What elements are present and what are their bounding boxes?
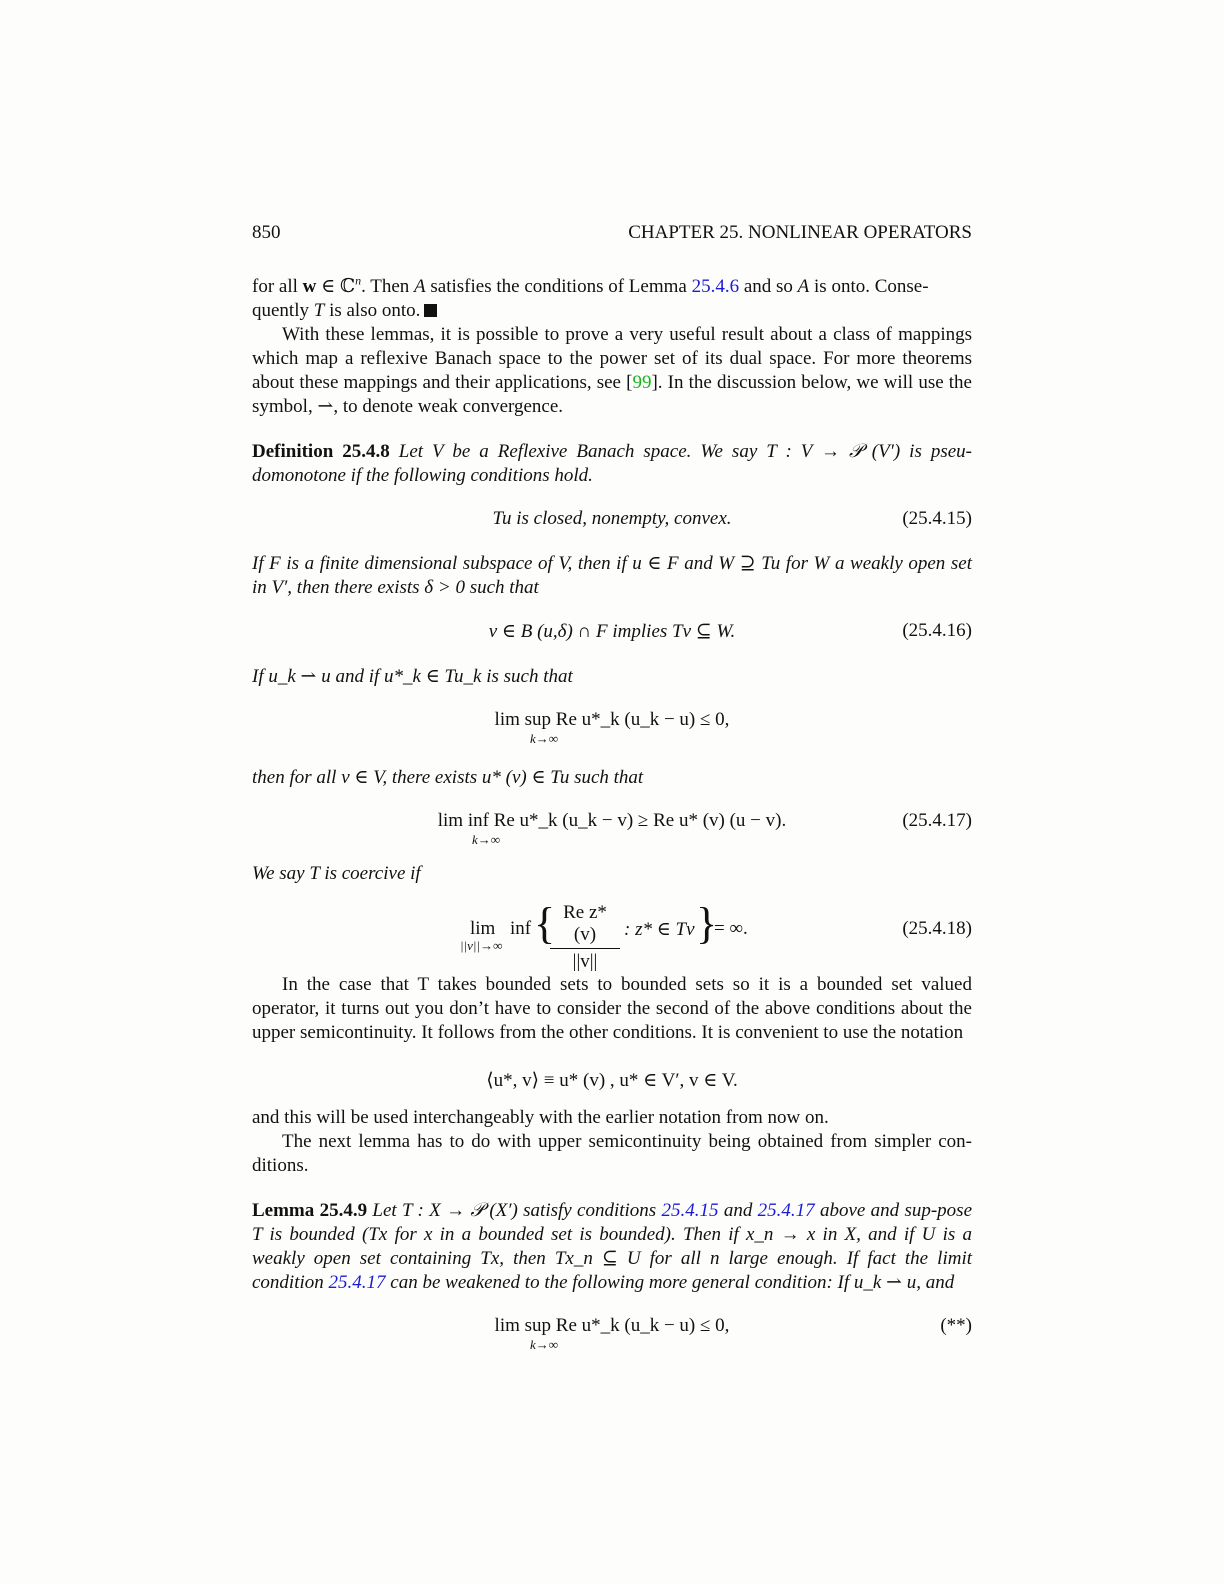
paragraph-4: If u_k ⇀ u and if u*_k ∈ Tu_k is such that — [252, 666, 573, 687]
paragraph-2: With these lemmas, it is possible to prove a very useful result about a class of mappings which map a reflexive Banach space to the power set of its dual space. For more theorems about these mappings and their applications, see [99]. In the discussion below, we will use the symbol, ⇀, to denote weak convergence. — [252, 324, 972, 417]
equation-25-4-15: Tu is closed, nonempty, convex. (25.4.15) — [492, 508, 972, 529]
paragraph-8: and this will be used interchangeably with the earlier notation from now on. — [252, 1107, 829, 1128]
equation-link-17[interactable]: 25.4.17 — [757, 1200, 815, 1221]
paragraph-3: If F is a finite dimensional subspace of V, then if u ∈ F and W ⊇ Tu for W a weakly open set in V′, then there exists δ > 0 such that — [252, 553, 972, 598]
definition: Definition 25.4.8 Let V be a Reflexive Banach space. We say T : V → 𝒫 (V′) is pseu-domonotone if the following conditions hold. — [252, 441, 972, 486]
equation-link-15[interactable]: 25.4.15 — [661, 1200, 719, 1221]
lemma-link[interactable]: 25.4.6 — [691, 276, 740, 297]
equation-25-4-17: lim inf Re u*_k (u_k − v) ≥ Re u* (v) (u − v). k→∞ (25.4.17) — [437, 810, 972, 847]
running-header — [252, 222, 972, 244]
equation-star-star: lim sup Re u*_k (u_k − u) ≤ 0, k→∞ (**) — [494, 1315, 972, 1352]
equation-25-4-16: v ∈ B (u,δ) ∩ F implies Tv ⊆ W. (25.4.16) — [488, 620, 972, 642]
lemma: Lemma 25.4.9 Let T : X → 𝒫 (X′) satisfy conditions 25.4.15 and 25.4.17 above and sup-pose T is bounded (Tx for x in a bounded set is bounded). Then if x_n → x in X, and if U is a weakly open set containing Tx, then Tx_n ⊆ U for all n large enough. If fact the limit condition 25.4.17 can be weakened to the following more general condition: If u_k ⇀ u, and — [252, 1200, 972, 1293]
paragraph-5: then for all v ∈ V, there exists u* (v) ∈ Tu such that — [252, 767, 644, 788]
lemma-label: Lemma 25.4.9 — [252, 1200, 368, 1221]
qed-icon — [424, 304, 437, 317]
page-number: 850 — [252, 222, 281, 243]
right-brace: } — [696, 899, 718, 948]
chapter-title: CHAPTER 25. NONLINEAR OPERATORS — [628, 222, 972, 243]
definition-label: Definition 25.4.8 — [252, 441, 390, 462]
equation-25-4-18: lim ||v||→∞ inf { Re z* (v) ||v|| : z* ∈ Tv } = ∞. (25.4.18) — [460, 899, 972, 972]
fraction: Re z* (v) ||v|| — [550, 902, 620, 973]
equation-limsup: lim sup Re u*_k (u_k − u) ≤ 0, k→∞ — [494, 709, 730, 746]
paragraph-7: In the case that T takes bounded sets to bounded sets so it is a bounded set valued operator, it turns out you don’t have to consider the second of the above conditions about the upper semicontinuity. It follows from the other conditions. It is convenient to use the notation — [252, 974, 972, 1043]
paragraph-6: We say T is coercive if — [252, 863, 421, 884]
paragraph-9: The next lemma has to do with upper semicontinuity being obtained from simpler con-ditions. — [252, 1131, 972, 1176]
paragraph-1: for all w ∈ ℂ$^n$. Then A satisfies the conditions of Lemma 25.4.6 and so A is onto. Conse- quently T is also onto. — [252, 273, 929, 321]
equation-pairing: ⟨u*, v⟩ ≡ u* (v) , u* ∈ V′, v ∈ V. — [486, 1070, 738, 1091]
left-brace: { — [534, 899, 556, 948]
citation-link[interactable]: 99 — [632, 372, 652, 393]
equation-link-17b[interactable]: 25.4.17 — [328, 1272, 386, 1293]
